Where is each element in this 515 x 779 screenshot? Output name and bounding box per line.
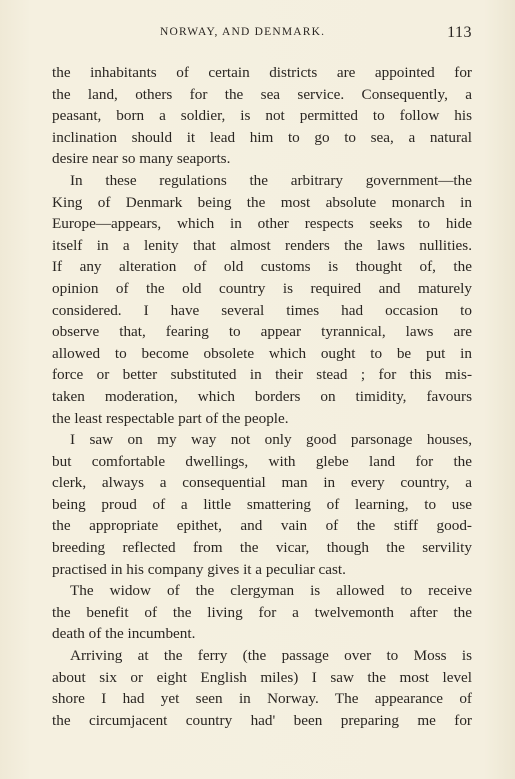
text-line: peasant, born a soldier, is not permitted to follow his: [52, 107, 472, 125]
text-line: death of the incumbent.: [52, 625, 196, 643]
text-line: allowed to become obsolete which ought to be put in: [52, 344, 472, 362]
text-line: shore I had yet seen in Norway. The appearance of: [52, 690, 472, 708]
text-line: In these regulations the arbitrary government—the: [70, 171, 472, 189]
text-line: desire near so many seaports.: [52, 150, 231, 168]
text-line: the appropriate epithet, and vain of the stiff good-: [52, 517, 472, 535]
text-line: opinion of the old country is required and maturely: [52, 279, 472, 297]
text-line: breeding reflected from the vicar, though the servility: [52, 539, 472, 557]
text-line: the least respectable part of the people.: [52, 409, 289, 427]
text-line: the inhabitants of certain districts are appointed for: [52, 64, 472, 81]
running-head: [52, 24, 472, 44]
text-line: the land, others for the sea service. Consequently, a: [52, 85, 472, 103]
text-line: the circumjacent country had' been preparing me for: [52, 711, 472, 729]
text-line: considered. I have several times had occasion to: [52, 301, 472, 319]
text-line: observe that, fearing to appear tyrannical, laws are: [52, 323, 472, 341]
text-line: force or better substituted in their stead ; for this mis-: [52, 366, 472, 384]
text-line: If any alteration of old customs is thought of, the: [52, 258, 472, 276]
text-line: Europe—appears, which in other respects seeks to hide: [52, 215, 472, 233]
body-text: [52, 62, 472, 731]
text-line: being proud of a little smattering of learning, to use: [52, 495, 472, 513]
text-line: King of Denmark being the most absolute monarch in: [52, 193, 472, 211]
text-line: taken moderation, which borders on timidity, favours: [52, 387, 472, 405]
page-number: 113: [447, 24, 472, 41]
running-title: NORWAY, AND DENMARK.: [160, 26, 326, 38]
text-line: inclination should it lead him to go to sea, a natural: [52, 128, 472, 146]
text-line: but comfortable dwellings, with glebe land for the: [52, 452, 472, 470]
text-line: The widow of the clergyman is allowed to receive: [70, 582, 472, 600]
text-line: the benefit of the living for a twelvemonth after the: [52, 603, 472, 621]
text-line: Arriving at the ferry (the passage over to Moss is: [70, 647, 472, 665]
text-line: I saw on my way not only good parsonage houses,: [70, 431, 472, 449]
text-line: itself in a lenity that almost renders the laws nullities.: [52, 236, 472, 254]
text-line: clerk, always a consequential man in every country, a: [52, 474, 472, 492]
text-line: about six or eight English miles) I saw the most level: [52, 668, 472, 686]
text-line: practised in his company gives it a peculiar cast.: [52, 560, 346, 578]
